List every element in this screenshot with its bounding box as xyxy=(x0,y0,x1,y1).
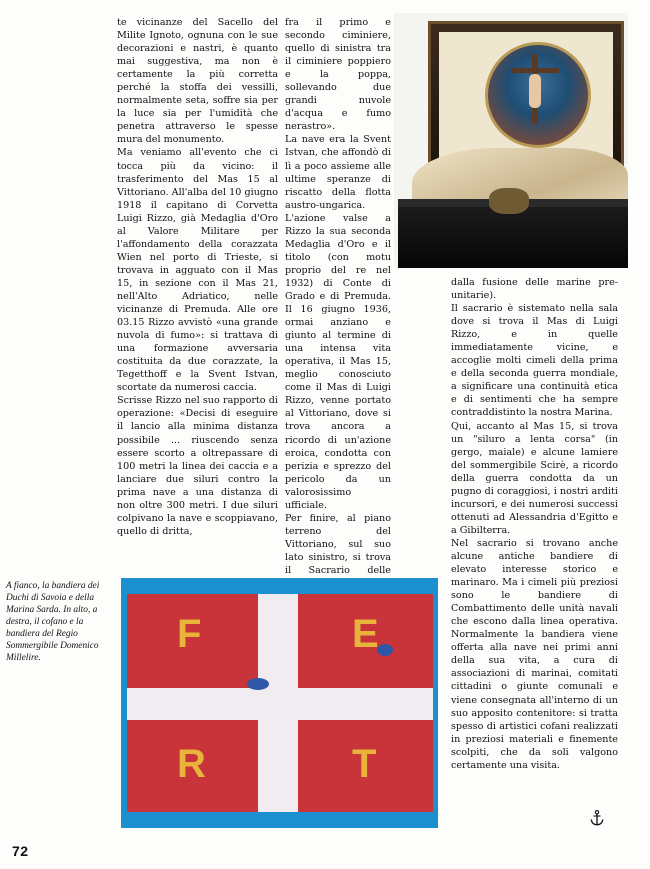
paragraph: Qui, accanto al Mas 15, si trova un "siluro a lenta corsa" (in gergo, maiale) e alcune lamiere del sommergibile Scirè, a ricordo della guerra condotta da un pugno di coraggiosi, i nostri arditi incursori, e dei numerosi successi ottenuti ad Alessandria d'Egitto e a Gibilterra. xyxy=(451,420,618,536)
flag-letter: F xyxy=(177,612,202,656)
coffer-photo xyxy=(394,13,628,268)
coffer-ornament xyxy=(489,188,529,214)
paragraph: Nel sacrario si trovano anche alcune antiche bandiere di elevato interesse storico e marinaro. Ma i cimeli più preziosi sono le bandiere di Combattimento delle unità navali che escono dalla linea operativa. Normalmente la bandiera viene offerta alla nave nei primi anni della sua vita, a cura di associazioni di marinai, comitati cittadini o giunte comunali e viene consegnata all'interno di un suo apposito contenitore: si tratta spesso di artistici cofani realizzati in preziosi materiali e finemente scolpiti, che da soli valgono certamente una visita. xyxy=(451,537,618,771)
paragraph: te vicinanze del Sacello del Milite Ignoto, ognuna con le sue decorazioni e nastri, è quanto mai suggestiva, ma non è certamente la più corretta perché la stoffa dei vessilli, normalmente seta, soffre sia per la luce sia per l'umidità che penetra attraverso le spesse mura del monumento. xyxy=(117,17,278,146)
paragraph: Ma veniamo all'evento che ci tocca più da vicino: il trasferimento del Mas 15 al Vittoriano. All'alba del 10 giugno 1918 il capitano di Corvetta Luigi Rizzo, già Medaglia d'Oro al Valore Militare per l'affondamento della corazzata Wien nel porto di Trieste, si trovava in agguato con il Mas 15, in sezione con il Mas 21, nell'Alto Adriatico, nelle vicinanze di Premuda. Alle ore 03.15 Rizzo avvistò «una grande nuvola di fumo»: si trattava di una formazione avversaria costituita da due corazzate, la Tegetthoff e la Svent Istvan, scortate da numerosi caccia. xyxy=(117,147,278,394)
coffer-base xyxy=(398,207,628,268)
anchor-icon xyxy=(590,810,604,826)
coffer-lid xyxy=(428,21,624,169)
flag-photo xyxy=(121,578,438,828)
paragraph: Per finire, al piano terreno del Vittoriano, sul suo lato sinistro, si trova il Sacrario delle xyxy=(285,512,391,576)
paragraph: fra il primo e secondo ciminiere, quello di sinistra tra il ciminiere poppiero e la poppa, sollevando due grandi nuvole d'acqua e fumo nerastro». xyxy=(285,17,391,133)
flag-letter: R xyxy=(177,742,206,786)
paragraph: La nave era la Svent Istvan, che affondò di lì a poco assieme alle ultime speranze di riscatto della flotta austro-ungarica. L'azione valse a Rizzo la sua seconda Medaglia d'Oro e il titolo (con motu proprio del re nel 1932) di Conte di Grado e di Premuda. Il 16 giugno 1936, ormai anziano e giunto al termine di una intensa vita operativa, il Mas 15, meglio conosciuto come il Mas di Luigi Rizzo, venne portato al Vittoriano, dove si trova ancora a ricordo di un'azione eroica, condotta con perizia e sprezzo del pericolo da un valorosissimo ufficiale. xyxy=(285,134,391,511)
flag-letter: E xyxy=(352,612,379,656)
paragraph: dalla fusione delle marine pre-unitarie). xyxy=(451,277,618,302)
text-column-1 xyxy=(117,16,278,538)
flag-letter: T xyxy=(352,742,377,786)
paragraph: Il sacrario è sistemato nella sala dove si trova il Mas di Luigi Rizzo, e in quelle immediatamente vicine, e accoglie molti cimeli della prima e della seconda guerra mondiale, a significare una continuità etica e di sentimenti che ha sempre contraddistinto la nostra Marina. xyxy=(451,303,618,419)
savoy-flag xyxy=(127,594,433,812)
paragraph: Scrisse Rizzo nel suo rapporto di operazione: «Decisi di eseguire il lancio alla minima distanza possibile ... riuscendo senza essere scorto a oltrepassare di 100 metri la linea dei caccia e a lanciare due siluri contro la prima nave a una distanza di non oltre 300 metri. I due siluri colpivano la nave e scoppiavano, quello di dritta, xyxy=(117,395,278,537)
photo-caption: A fianco, la bandiera dei Duchi di Savoia e della Marina Sarda. In alto, a destra, il cofano e la bandiera del Regio Sommergibile Domenico Millelire. xyxy=(6,581,100,663)
page-number: 72 xyxy=(12,843,29,859)
flag-cross-vertical xyxy=(258,594,298,812)
text-column-3 xyxy=(451,276,618,772)
